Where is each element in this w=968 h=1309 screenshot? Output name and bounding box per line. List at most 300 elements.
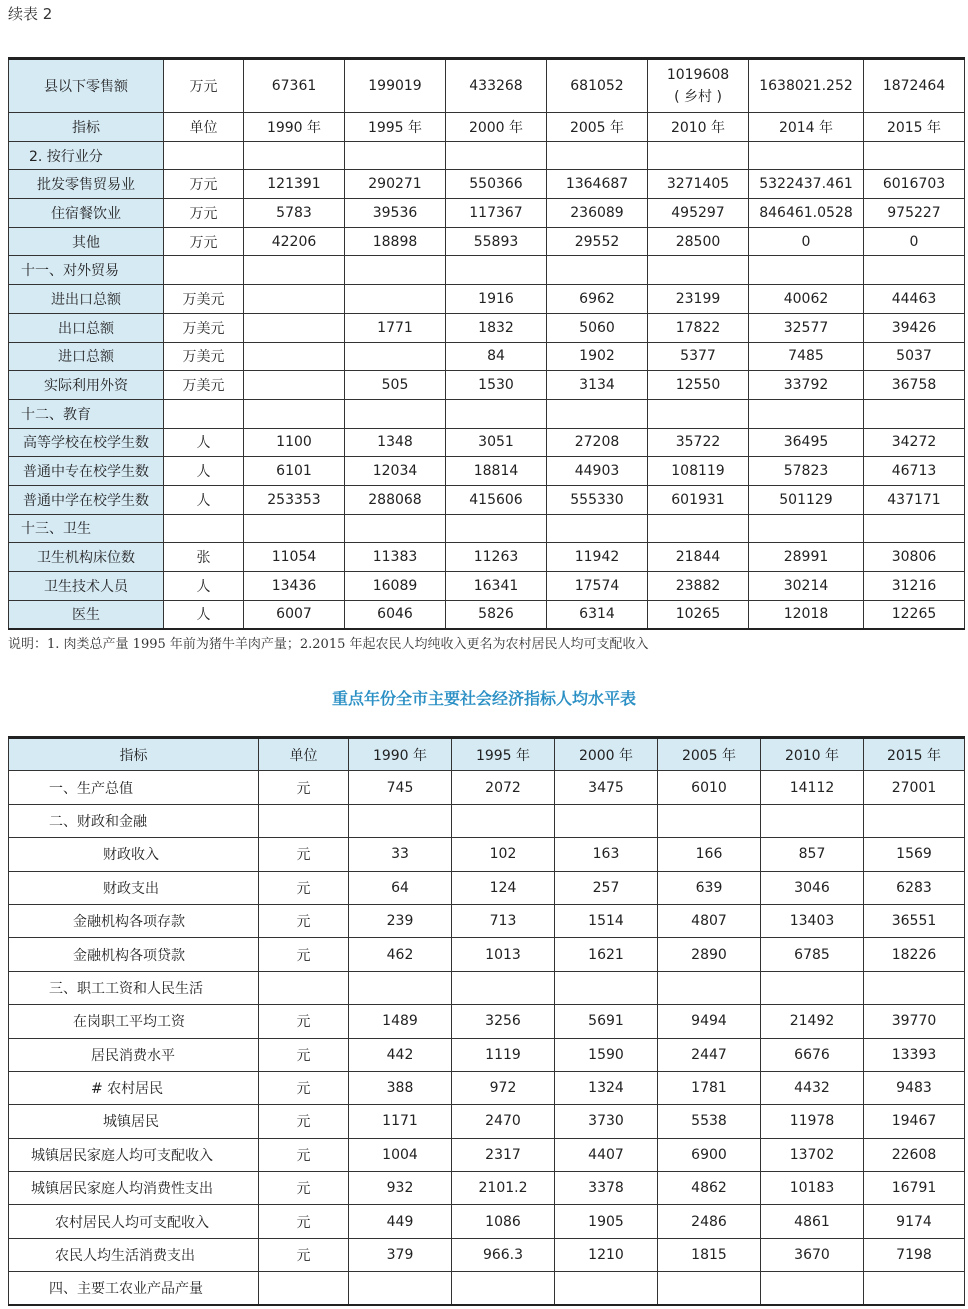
table-row [9, 1005, 965, 1038]
value-cell: 108119 [648, 457, 749, 486]
value-cell: 1100 [244, 428, 345, 457]
value-cell [345, 514, 446, 543]
value-cell: 1569 [864, 838, 965, 871]
value-cell [547, 141, 648, 170]
header-year: 1995 年 [345, 113, 446, 142]
value-cell: 932 [349, 1172, 452, 1205]
unit-cell: 元 [259, 1038, 349, 1071]
value-cell: 29552 [547, 227, 648, 256]
value-cell [749, 141, 864, 170]
value-cell: 290271 [345, 170, 446, 199]
value-cell [446, 399, 547, 428]
value-cell: 17574 [547, 572, 648, 601]
table-row [9, 399, 965, 428]
indicator-name: 进出口总额 [9, 285, 164, 314]
value-cell: 1013 [452, 938, 555, 971]
unit-cell [259, 1272, 349, 1305]
indicator-name: 城镇居民家庭人均可支配收入 [9, 1138, 259, 1171]
value-cell: 1905 [555, 1205, 658, 1238]
value-cell: 239 [349, 904, 452, 937]
value-cell: 236089 [547, 199, 648, 228]
value-cell: 28991 [749, 543, 864, 572]
unit-cell [164, 514, 244, 543]
unit-cell: 张 [164, 543, 244, 572]
value-cell: 4807 [658, 904, 761, 937]
header-year: 2015 年 [864, 738, 965, 771]
value-cell: 1514 [555, 904, 658, 937]
value-cell: 18226 [864, 938, 965, 971]
value-text: 1019608 [666, 67, 730, 83]
table-row [9, 1238, 965, 1271]
value-cell: 57823 [749, 457, 864, 486]
value-cell: 22608 [864, 1138, 965, 1171]
header-year: 2015 年 [864, 113, 965, 142]
value-cell [648, 59, 749, 113]
value-cell: 4862 [658, 1172, 761, 1205]
table-row [9, 59, 965, 113]
value-cell [345, 399, 446, 428]
value-cell: 30806 [864, 543, 965, 572]
value-cell [555, 1272, 658, 1305]
value-cell: 33 [349, 838, 452, 871]
value-cell: 388 [349, 1071, 452, 1104]
value-cell: 5826 [446, 600, 547, 629]
indicator-name: 进口总额 [9, 342, 164, 371]
header-year: 2005 年 [658, 738, 761, 771]
indicator-name: 三、职工工资和人民生活 [9, 971, 259, 1004]
table-row [9, 313, 965, 342]
value-cell: 10183 [761, 1172, 864, 1205]
value-cell: 17822 [648, 313, 749, 342]
indicator-name: 高等学校在校学生数 [9, 428, 164, 457]
value-cell: 681052 [547, 59, 648, 113]
unit-cell: 人 [164, 485, 244, 514]
value-cell: 3256 [452, 1005, 555, 1038]
value-cell: 2072 [452, 771, 555, 804]
value-cell: 117367 [446, 199, 547, 228]
value-cell: 7485 [749, 342, 864, 371]
unit-cell: 万美元 [164, 313, 244, 342]
table-row [9, 572, 965, 601]
value-cell [749, 399, 864, 428]
value-cell: 966.3 [452, 1238, 555, 1271]
value-cell: 1324 [555, 1071, 658, 1104]
unit-cell: 元 [259, 1005, 349, 1038]
value-cell: 2470 [452, 1105, 555, 1138]
value-note: ( 乡村 ) [674, 89, 722, 105]
table-row [9, 285, 965, 314]
value-cell [864, 514, 965, 543]
value-cell: 33792 [749, 371, 864, 400]
value-cell: 44463 [864, 285, 965, 314]
value-cell [547, 399, 648, 428]
value-cell: 5691 [555, 1005, 658, 1038]
value-cell [244, 313, 345, 342]
value-cell [446, 141, 547, 170]
value-cell: 32577 [749, 313, 864, 342]
value-cell: 379 [349, 1238, 452, 1271]
unit-cell [164, 141, 244, 170]
value-cell [547, 256, 648, 285]
value-cell: 505 [345, 371, 446, 400]
value-cell: 13403 [761, 904, 864, 937]
value-cell: 23882 [648, 572, 749, 601]
value-cell: 13436 [244, 572, 345, 601]
value-cell: 5377 [648, 342, 749, 371]
value-cell: 19467 [864, 1105, 965, 1138]
value-cell: 1902 [547, 342, 648, 371]
value-cell: 163 [555, 838, 658, 871]
unit-cell: 元 [259, 1105, 349, 1138]
value-cell: 12034 [345, 457, 446, 486]
value-cell: 1489 [349, 1005, 452, 1038]
value-cell [761, 971, 864, 1004]
value-cell: 6046 [345, 600, 446, 629]
value-cell: 1638021.252 [749, 59, 864, 113]
unit-cell [164, 399, 244, 428]
indicator-name: 十二、教育 [9, 399, 164, 428]
value-cell: 11942 [547, 543, 648, 572]
value-cell: 4407 [555, 1138, 658, 1171]
value-cell: 121391 [244, 170, 345, 199]
unit-cell: 万元 [164, 199, 244, 228]
value-cell: 501129 [749, 485, 864, 514]
value-cell: 972 [452, 1071, 555, 1104]
value-cell: 6283 [864, 871, 965, 904]
value-cell [345, 285, 446, 314]
value-cell: 21844 [648, 543, 749, 572]
header-year: 2005 年 [547, 113, 648, 142]
indicator-name: 财政支出 [9, 871, 259, 904]
value-cell: 1872464 [864, 59, 965, 113]
indicator-name: 农村居民人均可支配收入 [9, 1205, 259, 1238]
value-cell: 1621 [555, 938, 658, 971]
value-cell: 6314 [547, 600, 648, 629]
table-row [9, 771, 965, 804]
indicator-table-continued [8, 57, 965, 630]
value-cell: 39770 [864, 1005, 965, 1038]
header-indicator: 指标 [9, 738, 259, 771]
indicator-name: # 农村居民 [9, 1071, 259, 1104]
table-note: 说明：1. 肉类总产量 1995 年前为猪牛羊肉产量；2.2015 年起农民人均纯收入更名为农村居民人均可支配收入 [8, 637, 649, 652]
value-cell: 1171 [349, 1105, 452, 1138]
table-row [9, 1205, 965, 1238]
indicator-name: 二、财政和金融 [9, 804, 259, 837]
value-cell: 442 [349, 1038, 452, 1071]
table-row [9, 371, 965, 400]
value-cell [244, 342, 345, 371]
value-cell: 5060 [547, 313, 648, 342]
value-cell: 2486 [658, 1205, 761, 1238]
value-cell [547, 514, 648, 543]
value-cell: 288068 [345, 485, 446, 514]
unit-cell [164, 256, 244, 285]
value-cell: 550366 [446, 170, 547, 199]
unit-cell: 元 [259, 1138, 349, 1171]
unit-cell [259, 971, 349, 1004]
value-cell [648, 514, 749, 543]
value-cell [761, 804, 864, 837]
value-cell: 6962 [547, 285, 648, 314]
header-year: 2010 年 [648, 113, 749, 142]
value-cell: 39426 [864, 313, 965, 342]
unit-cell: 万元 [164, 227, 244, 256]
value-cell: 67361 [244, 59, 345, 113]
table-row [9, 838, 965, 871]
value-cell: 124 [452, 871, 555, 904]
value-cell: 39536 [345, 199, 446, 228]
value-cell: 12018 [749, 600, 864, 629]
value-cell: 1590 [555, 1038, 658, 1071]
value-cell: 9494 [658, 1005, 761, 1038]
value-cell [345, 141, 446, 170]
indicator-name: 十一、对外贸易 [9, 256, 164, 285]
unit-cell: 万美元 [164, 285, 244, 314]
value-cell [244, 141, 345, 170]
value-cell [864, 256, 965, 285]
value-cell: 433268 [446, 59, 547, 113]
value-cell: 3046 [761, 871, 864, 904]
value-cell: 449 [349, 1205, 452, 1238]
value-cell: 84 [446, 342, 547, 371]
indicator-name: 卫生机构床位数 [9, 543, 164, 572]
header-year: 1990 年 [349, 738, 452, 771]
table-row [9, 904, 965, 937]
value-cell [761, 1272, 864, 1305]
table-row [9, 141, 965, 170]
value-cell: 3730 [555, 1105, 658, 1138]
value-cell: 18814 [446, 457, 547, 486]
table-row [9, 938, 965, 971]
indicator-name: 2. 按行业分 [9, 141, 164, 170]
unit-cell: 万元 [164, 59, 244, 113]
table-row [9, 600, 965, 629]
value-cell: 6016703 [864, 170, 965, 199]
value-cell: 3271405 [648, 170, 749, 199]
value-cell [446, 514, 547, 543]
indicator-name: 一、生产总值 [9, 771, 259, 804]
unit-cell [259, 804, 349, 837]
table-row [9, 871, 965, 904]
unit-cell: 元 [259, 1238, 349, 1271]
value-cell [345, 256, 446, 285]
indicator-name: 批发零售贸易业 [9, 170, 164, 199]
value-cell [658, 1272, 761, 1305]
value-cell: 11054 [244, 543, 345, 572]
per-capita-indicator-table [8, 736, 965, 1306]
header-unit: 单位 [164, 113, 244, 142]
value-cell: 35722 [648, 428, 749, 457]
table-row [9, 1071, 965, 1104]
value-cell [244, 256, 345, 285]
header-indicator: 指标 [9, 113, 164, 142]
value-cell [452, 1272, 555, 1305]
value-cell: 11263 [446, 543, 547, 572]
value-cell [349, 971, 452, 1004]
value-cell [864, 141, 965, 170]
value-cell: 5322437.461 [749, 170, 864, 199]
value-cell: 40062 [749, 285, 864, 314]
value-cell [452, 971, 555, 1004]
unit-cell: 元 [259, 1205, 349, 1238]
indicator-name: 其他 [9, 227, 164, 256]
unit-cell: 元 [259, 871, 349, 904]
indicator-name: 医生 [9, 600, 164, 629]
value-cell: 13702 [761, 1138, 864, 1171]
value-cell: 30214 [749, 572, 864, 601]
header-unit: 单位 [259, 738, 349, 771]
value-cell: 1832 [446, 313, 547, 342]
value-cell [452, 804, 555, 837]
table-row [9, 227, 965, 256]
unit-cell: 人 [164, 457, 244, 486]
value-cell [648, 399, 749, 428]
value-cell: 3378 [555, 1172, 658, 1205]
unit-cell: 万美元 [164, 371, 244, 400]
value-cell: 42206 [244, 227, 345, 256]
value-cell [244, 371, 345, 400]
indicator-name: 住宿餐饮业 [9, 199, 164, 228]
header-row [9, 113, 965, 142]
value-cell: 55893 [446, 227, 547, 256]
table-row [9, 514, 965, 543]
value-cell [446, 256, 547, 285]
unit-cell: 万美元 [164, 342, 244, 371]
value-cell: 12265 [864, 600, 965, 629]
value-cell: 1771 [345, 313, 446, 342]
header-year: 1990 年 [244, 113, 345, 142]
value-cell: 2101.2 [452, 1172, 555, 1205]
value-cell: 1119 [452, 1038, 555, 1071]
table-row [9, 1272, 965, 1305]
table-row [9, 543, 965, 572]
value-cell [555, 971, 658, 1004]
value-cell [349, 1272, 452, 1305]
table-row [9, 170, 965, 199]
value-cell: 1086 [452, 1205, 555, 1238]
value-cell: 6007 [244, 600, 345, 629]
value-cell: 14112 [761, 771, 864, 804]
table-row [9, 428, 965, 457]
value-cell: 1916 [446, 285, 547, 314]
table-row [9, 342, 965, 371]
indicator-name: 农民人均生活消费支出 [9, 1238, 259, 1271]
value-cell [864, 399, 965, 428]
value-cell: 27208 [547, 428, 648, 457]
unit-cell: 元 [259, 1172, 349, 1205]
table-row [9, 485, 965, 514]
indicator-name: 金融机构各项存款 [9, 904, 259, 937]
value-cell: 6900 [658, 1138, 761, 1171]
value-cell: 0 [864, 227, 965, 256]
header-year: 1995 年 [452, 738, 555, 771]
indicator-name: 居民消费水平 [9, 1038, 259, 1071]
indicator-name: 实际利用外资 [9, 371, 164, 400]
value-cell: 495297 [648, 199, 749, 228]
value-cell [244, 285, 345, 314]
unit-cell: 元 [259, 1071, 349, 1104]
value-cell: 975227 [864, 199, 965, 228]
value-cell: 16791 [864, 1172, 965, 1205]
header-year: 2000 年 [555, 738, 658, 771]
value-cell: 28500 [648, 227, 749, 256]
value-cell: 5538 [658, 1105, 761, 1138]
unit-cell: 元 [259, 904, 349, 937]
value-cell: 1530 [446, 371, 547, 400]
per-capita-table-title: 重点年份全市主要社会经济指标人均水平表 [331, 689, 636, 708]
value-cell: 10265 [648, 600, 749, 629]
indicator-name: 财政收入 [9, 838, 259, 871]
value-cell: 46713 [864, 457, 965, 486]
value-cell: 5037 [864, 342, 965, 371]
value-cell [349, 804, 452, 837]
value-cell: 3051 [446, 428, 547, 457]
value-cell [648, 141, 749, 170]
value-cell: 437171 [864, 485, 965, 514]
unit-cell: 人 [164, 600, 244, 629]
table-row [9, 457, 965, 486]
value-cell: 7198 [864, 1238, 965, 1271]
value-cell: 6010 [658, 771, 761, 804]
value-cell [244, 514, 345, 543]
value-cell: 6676 [761, 1038, 864, 1071]
value-cell: 4861 [761, 1205, 864, 1238]
indicator-name: 县以下零售额 [9, 59, 164, 113]
value-cell: 11383 [345, 543, 446, 572]
value-cell [244, 399, 345, 428]
value-cell: 36551 [864, 904, 965, 937]
value-cell: 166 [658, 838, 761, 871]
indicator-name: 在岗职工平均工资 [9, 1005, 259, 1038]
value-cell: 3134 [547, 371, 648, 400]
table-row [9, 256, 965, 285]
value-cell: 1364687 [547, 170, 648, 199]
value-cell: 16089 [345, 572, 446, 601]
value-cell: 257 [555, 871, 658, 904]
value-cell: 1781 [658, 1071, 761, 1104]
value-cell: 44903 [547, 457, 648, 486]
value-cell: 713 [452, 904, 555, 937]
value-cell: 2890 [658, 938, 761, 971]
unit-cell: 元 [259, 838, 349, 871]
value-cell: 745 [349, 771, 452, 804]
value-cell: 555330 [547, 485, 648, 514]
table-row [9, 804, 965, 837]
unit-cell: 万元 [164, 170, 244, 199]
value-cell: 1004 [349, 1138, 452, 1171]
value-cell [864, 1272, 965, 1305]
value-cell: 415606 [446, 485, 547, 514]
value-cell: 12550 [648, 371, 749, 400]
value-cell: 31216 [864, 572, 965, 601]
header-year: 2000 年 [446, 113, 547, 142]
value-cell: 9483 [864, 1071, 965, 1104]
continued-label: 续表 2 [8, 5, 53, 23]
value-cell [658, 804, 761, 837]
value-cell: 846461.0528 [749, 199, 864, 228]
value-cell: 5783 [244, 199, 345, 228]
unit-cell: 元 [259, 771, 349, 804]
value-cell: 6101 [244, 457, 345, 486]
indicator-name: 卫生技术人员 [9, 572, 164, 601]
unit-cell: 人 [164, 428, 244, 457]
table-row [9, 1138, 965, 1171]
value-cell: 462 [349, 938, 452, 971]
value-cell: 1815 [658, 1238, 761, 1271]
value-cell: 857 [761, 838, 864, 871]
value-cell [864, 804, 965, 837]
header-row [9, 738, 965, 771]
